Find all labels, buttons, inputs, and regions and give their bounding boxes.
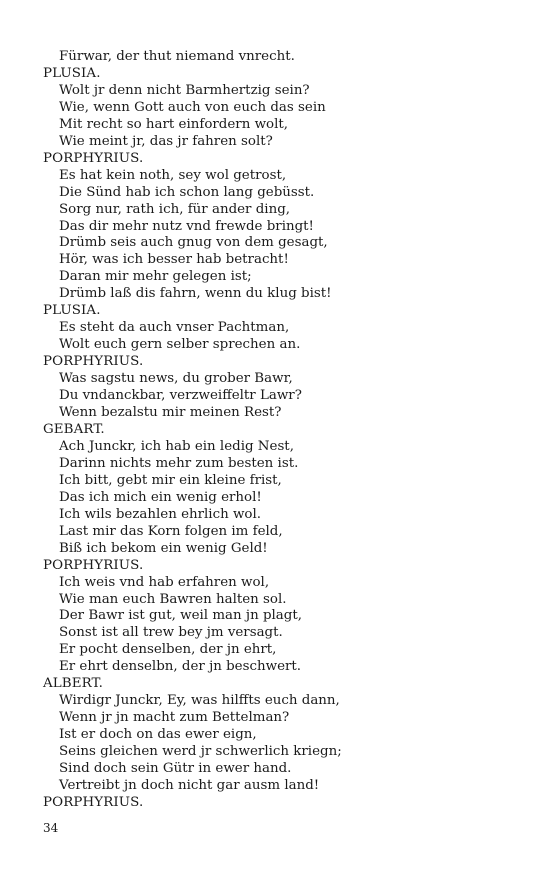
verse-line: Was sagstu news, du grober Bawr, (59, 371, 293, 387)
verse-line: Ach Junckr, ich hab ein ledig Nest, (59, 438, 294, 454)
verse-line: Der Bawr ist gut, weil man jn plagt, (59, 608, 302, 624)
verse-line: Das dir mehr nutz vnd frewde bringt! (59, 218, 314, 234)
speaker-name: PORPHYRIUS. (43, 150, 144, 166)
verse-line: Darinn nichts mehr zum besten ist. (59, 455, 299, 471)
verse-line: Er pocht denselben, der jn ehrt, (59, 642, 277, 658)
verse-line: Ist er doch on das ewer eign, (59, 727, 257, 743)
drama-text (43, 49, 523, 812)
verse-line: Mit recht so hart einfordern wolt, (59, 116, 289, 132)
verse-line: Ich wils bezahlen ehrlich wol. (59, 506, 262, 522)
speaker-name: PLUSIA. (43, 65, 101, 81)
speaker-name: PORPHYRIUS. (43, 557, 144, 573)
verse-line: Fürwar, der thut niemand vnrecht. (59, 49, 295, 64)
verse-line: Die Sünd hab ich schon lang gebüsst. (59, 184, 315, 200)
verse-line: Wie meint jr, das jr fahren solt? (59, 133, 273, 149)
verse-line: Wenn bezalstu mir meinen Rest? (59, 405, 282, 421)
verse-line: Sonst ist all trew bey jm versagt. (59, 625, 283, 641)
speaker-name: ALBERT. (43, 676, 103, 692)
verse-line: Hör, was ich besser hab betracht! (59, 252, 289, 268)
verse-line: Sorg nur, rath ich, für ander ding, (59, 201, 291, 217)
speaker-name: PORPHYRIUS. (43, 794, 144, 810)
speaker-name: PLUSIA. (43, 303, 101, 319)
verse-line: Du vndanckbar, verzweiffeltr Lawr? (59, 388, 302, 404)
verse-line: Es steht da auch vnser Pachtman, (59, 320, 290, 336)
verse-line: Sind doch sein Gütr in ewer hand. (59, 761, 292, 777)
verse-line: Wirdigr Junckr, Ey, was hilffts euch dann, (59, 693, 340, 709)
speaker-name: PORPHYRIUS. (43, 354, 144, 370)
verse-line: Last mir das Korn folgen im feld, (59, 523, 283, 539)
verse-line: Biß ich bekom ein wenig Geld! (59, 540, 268, 556)
verse-line: Wie, wenn Gott auch von euch das sein (59, 99, 326, 115)
verse-line: Wenn jr jn macht zum Bettelman? (59, 710, 290, 726)
page-number: 34 (43, 821, 59, 835)
verse-line: Er ehrt denselbn, der jn beschwert. (59, 659, 302, 675)
verse-line: Vertreibt jn doch nicht gar ausm land! (59, 777, 320, 793)
verse-line: Wolt euch gern selber sprechen an. (59, 337, 301, 353)
verse-line: Wie man euch Bawren halten sol. (59, 591, 287, 607)
verse-line: Drümb laß dis fahrn, wenn du klug bist! (59, 286, 332, 302)
verse-line: Daran mir mehr gelegen ist; (59, 269, 252, 285)
verse-line: Das ich mich ein wenig erhol! (59, 489, 262, 505)
verse-line: Seins gleichen werd jr schwerlich kriegn; (59, 744, 342, 760)
speaker-name: GEBART. (43, 421, 105, 437)
verse-line: Drümb seis auch gnug von dem gesagt, (59, 235, 328, 251)
verse-line: Ich bitt, gebt mir ein kleine frist, (59, 472, 282, 488)
verse-line: Wolt jr denn nicht Barmhertzig sein? (59, 82, 310, 98)
verse-line: Es hat kein noth, sey wol getrost, (59, 167, 287, 183)
verse-line: Ich weis vnd hab erfahren wol, (59, 574, 270, 590)
